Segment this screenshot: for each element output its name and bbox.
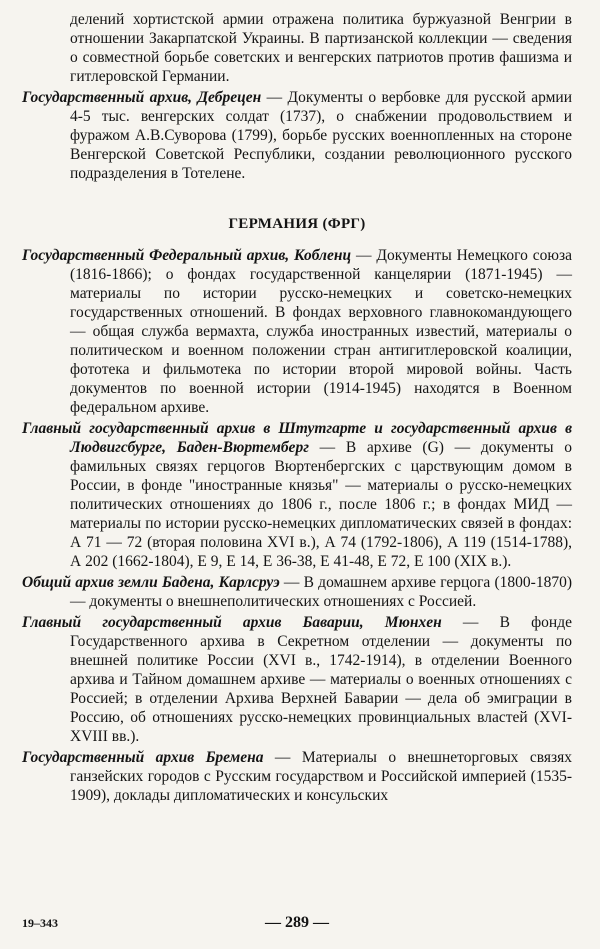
- entry-text: — Документы Немецкого союза (1816-1866); о фондах государственной канцелярии (1871-1945) — материалы по истории русско-немецких и советско-немецких государственных отношений. В фондах верховного главнокомандующего — общая служба вермахта, служба иностранных известий, материалы о политическом и военном положении стран антигитлеровской коалиции, фототека и фильмотека по истории второй мировой войны. Часть документов по военной истории (1914-1945) находятся в Военном федеральном архиве.: [70, 247, 572, 416]
- entry-title: Государственный Федеральный архив, Кобленц: [22, 247, 352, 264]
- entry-karlsruhe: [22, 573, 572, 611]
- entry-text: — В фонде Государственного архива в Секретном отделении — документы по внешней политике России (XVI в., 1742-1914), в отделении Военного архива и Тайном домашнем архиве — материалы о военных отношениях с Россией; в отделении Архива Верхней Баварии — дела об эмиграции в Россию, об отношениях русско-немецких провинциальных властей (XVI-XVIII вв.).: [70, 614, 572, 745]
- entry-text: — В домашнем архиве герцога (1800-1870) — документы о внешнеполитических отношениях с Россией.: [70, 574, 573, 610]
- entry-koblenz: [22, 246, 572, 417]
- entry-title: Главный государственный архив Баварии, Мюнхен: [22, 614, 442, 631]
- entry-text: делений хортистской армии отражена политика буржуазной Венгрии в отношении Закарпатской Украины. В партизанской коллекции — сведения о совместной борьбе советских и венгерских патриотов против фашизма и гитлеровской Германии.: [70, 11, 572, 85]
- entry-continuation: [70, 10, 572, 86]
- entry-title: Государственный архив Бремена: [22, 749, 264, 766]
- entry-title: Государственный архив, Дебрецен: [22, 89, 262, 106]
- section-heading: ГЕРМАНИЯ (ФРГ): [228, 216, 366, 232]
- entry-munich: [22, 613, 572, 746]
- printer-signature: 19–343: [22, 916, 58, 930]
- entry-bremen: [22, 748, 572, 805]
- entry-text: — Материалы о внешнеторговых связях ганзейских городов с Русским государством и Российской империей (1535-1909), доклады дипломатических и консульских: [70, 749, 572, 804]
- entry-debrecen: [22, 88, 572, 183]
- entry-title: Главный государственный архив в Штутгарте и государственный архив в Людвигсбурге, Баден-Вюртемберг: [22, 420, 572, 456]
- entry-text: — В архиве (G) — документы о фамильных связях герцогов Вюртенбергских с царствующим домом в России, в фонде "иностранные князья" — материалы о русско-немецких политических отношениях до 1806 г., после 1806 г.; в фондах МИД — материалы по истории русско-немецких дипломатических связей в фондах: А 71 — 72 (вторая половина XVI в.), А 74 (1792-1806), А 119 (1514-1788), А 202 (1662-1804), Е 9, Е 14, Е 36-38, Е 41-48, Е 72, Е 100 (XIX в.).: [70, 439, 572, 570]
- entry-title: Общий архив земли Бадена, Карлсруэ: [22, 574, 280, 591]
- page-footer: [22, 914, 572, 938]
- entry-text: — Документы о вербовке для русской армии 4-5 тыс. венгерских солдат (1737), о снабжении продовольствием и фуражом А.В.Суворова (1799), борьбе русских военнопленных на стороне Венгерской Советской Республики, создании революционного русского подразделения в Тотелене.: [70, 89, 573, 182]
- document-page: [22, 10, 572, 807]
- entry-stuttgart: [22, 419, 572, 571]
- page-number: — 289 —: [265, 914, 329, 931]
